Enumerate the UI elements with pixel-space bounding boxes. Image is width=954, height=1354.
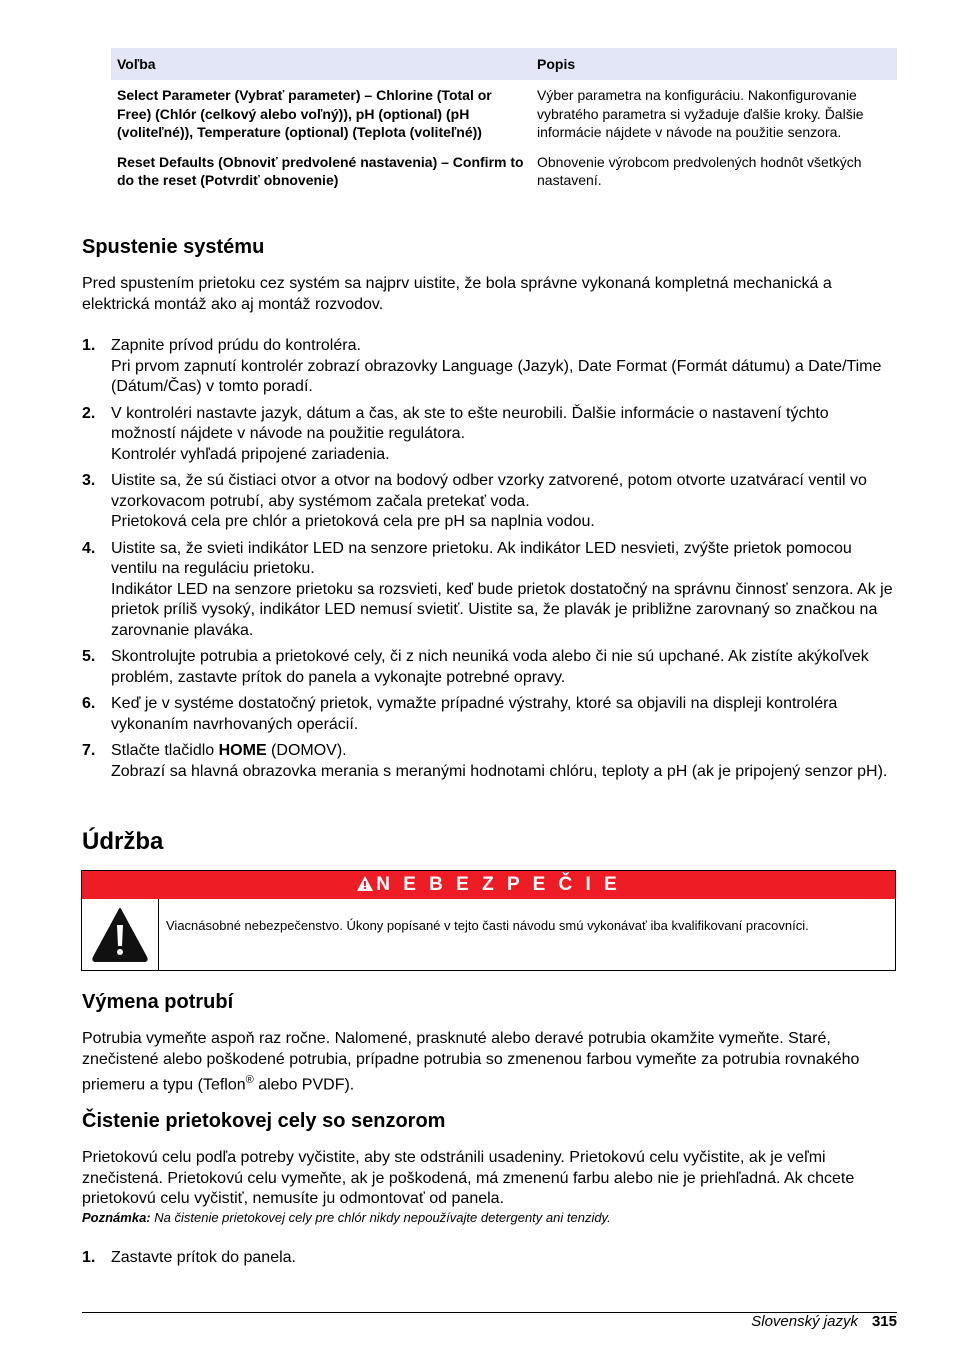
page-number: 315 xyxy=(871,1313,897,1330)
table-cell-description: Výber parametra na konfiguráciu. Nakonfigurovanie vybratého parametra si vyžaduje ďalšie kroky. Ďalšie informácie nájdete v návode na použitie senzora. xyxy=(537,87,864,140)
step-text: Skontrolujte potrubia a prietokové cely, či z nich neuniká voda alebo či nie sú upchané. Ak zistíte akýkoľvek problém, zastavte prítok do panela a vykonajte potrebné opravy. xyxy=(111,648,869,686)
registered-mark: ® xyxy=(245,1074,254,1086)
tubing-text-pre: Potrubia vymeňte aspoň raz ročne. Nalomené, prasknuté alebo deravé potrubia okamžite vymeňte. Staré, znečistené alebo poškodené potrubia, prípadne potrubia so zmenenou farbou vymeňte za potrubia rovnakého priemeru a typu (Teflon xyxy=(82,1030,860,1094)
step-number: 2. xyxy=(82,404,96,422)
step-number: 5. xyxy=(82,648,96,665)
section-heading-flow-cell-cleaning: Čistenie prietokovej cely so senzorom xyxy=(82,1110,446,1132)
step-text: Uistite sa, že sú čistiaci otvor a otvor na bodový odber vzorky zatvorené, potom otvorte uzatvárací ventil vo vzorkovacom potrubí, aby systémom začala pretekať voda. xyxy=(111,472,867,510)
list-item xyxy=(82,336,897,398)
flow-cell-cleaning-text: Prietokovú celu podľa potreby vyčistite, aby ste odstránili usadeniny. Prietokovú celu vyčistite, ak je veľmi znečistená. Prietokovú celu vymeňte, ak je poškodená, má zmenenú farbu alebo nie je priehľadná. Ak chcete prietokovú celu vyčistiť, nemusíte ju odmontovať od panela. xyxy=(82,1149,855,1207)
step-number: 3. xyxy=(82,472,96,489)
column-header-option: Voľba xyxy=(111,48,531,80)
cleaning-steps-list xyxy=(82,1248,897,1275)
table-row xyxy=(111,80,897,147)
table-header-row xyxy=(111,48,897,80)
step-text-post: (DOMOV). xyxy=(266,742,347,759)
danger-header xyxy=(82,871,895,899)
section-heading-tubing-replacement: Výmena potrubí xyxy=(82,991,234,1013)
table-cell-option: Select Parameter (Vybrať parameter) – Chlorine (Total or Free) (Chlór (celkový alebo voľný)), pH (optional) (pH (voliteľné)), Temperature (optional) (Teplota (voliteľné)) xyxy=(117,87,492,140)
tubing-text-post: alebo PVDF). xyxy=(253,1076,355,1094)
list-item xyxy=(82,471,897,533)
step-number: 1. xyxy=(82,337,96,354)
hazard-triangle-icon xyxy=(82,899,158,970)
page-footer xyxy=(751,1313,897,1330)
list-item xyxy=(82,694,897,735)
list-item xyxy=(82,1248,897,1269)
danger-text: Viacnásobné nebezpečenstvo. Úkony popísané v tejto časti návodu smú vykonávať iba kvalifikovaní pracovníci. xyxy=(166,918,809,933)
list-item xyxy=(82,647,897,688)
table-row xyxy=(111,147,897,195)
step-number: 7. xyxy=(82,742,96,759)
step-text: Zapnite prívod prúdu do kontroléra. xyxy=(111,337,361,354)
home-key-label: HOME xyxy=(218,742,267,759)
step-text: Uistite sa, že svieti indikátor LED na senzore prietoku. Ak indikátor LED nesvieti, zvýšte prietok pomocou ventilu na reguláciu prietoku. xyxy=(111,539,852,577)
tubing-replacement-text xyxy=(82,1029,897,1096)
danger-label: N E B E Z P E Č I E xyxy=(376,874,621,895)
column-header-description: Popis xyxy=(531,48,897,80)
step-detail: Zobrazí sa hlavná obrazovka merania s meranými hodnotami chlóru, teploty a pH (ak je pripojený senzor pH). xyxy=(111,762,888,780)
step-number: 4. xyxy=(82,539,96,557)
step-detail: Prietoková cela pre chlór a prietoková cela pre pH sa naplnia vodou. xyxy=(111,513,595,530)
options-table xyxy=(111,48,897,195)
warning-icon xyxy=(356,875,374,892)
section-heading-maintenance: Údržba xyxy=(82,828,164,855)
list-item xyxy=(82,539,897,642)
footer-language: Slovenský jazyk xyxy=(751,1313,858,1330)
step-number: 6. xyxy=(82,695,96,712)
startup-steps-list xyxy=(82,336,897,788)
section-heading-system-startup: Spustenie systému xyxy=(82,236,265,258)
step-detail: Indikátor LED na senzore prietoku sa rozsvieti, keď bude prietok dostatočný na správnu činnosť senzora. Ak je prietok príliš vysoký, indikátor LED nemusí svietiť. Uistite sa, že plavák je približne zarovnaný so značkou na zarovnanie plaváka. xyxy=(111,580,893,639)
list-item xyxy=(82,404,897,466)
note-text: Na čistenie prietokovej cely pre chlór nikdy nepoužívajte detergenty ani tenzidy. xyxy=(150,1210,611,1225)
step-text: V kontroléri nastavte jazyk, dátum a čas, ak ste to ešte neurobili. Ďalšie informácie o nastavení týchto možností nájdete v návode na použitie regulátora. xyxy=(111,404,829,442)
list-item xyxy=(82,741,897,782)
danger-box xyxy=(81,870,896,971)
step-number: 1. xyxy=(82,1249,96,1266)
danger-icon-cell xyxy=(82,899,159,970)
system-startup-intro: Pred spustením prietoku cez systém sa najprv uistite, že bola správne vykonaná kompletná mechanická a elektrická montáž ako aj montáž rozvodov. xyxy=(82,275,832,313)
note-label: Poznámka: xyxy=(82,1210,151,1225)
note xyxy=(82,1210,611,1225)
table-cell-description: Obnovenie výrobcom predvolených hodnôt všetkých nastavení. xyxy=(537,153,862,188)
step-detail: Pri prvom zapnutí kontrolér zobrazí obrazovky Language (Jazyk), Date Format (Formát dátumu) a Date/Time (Dátum/Čas) v tomto poradí. xyxy=(111,357,882,395)
step-text: Zastavte prítok do panela. xyxy=(111,1249,296,1266)
step-detail: Kontrolér vyhľadá pripojené zariadenia. xyxy=(111,445,390,463)
step-text: Keď je v systéme dostatočný prietok, vymažte prípadné výstrahy, ktoré sa objavili na displeji kontroléra vykonaním navrhovaných operácií. xyxy=(111,695,838,733)
table-cell-option: Reset Defaults (Obnoviť predvolené nastavenia) – Confirm to do the reset (Potvrdiť obnovenie) xyxy=(117,153,524,188)
step-text-pre: Stlačte tlačidlo xyxy=(111,742,219,759)
